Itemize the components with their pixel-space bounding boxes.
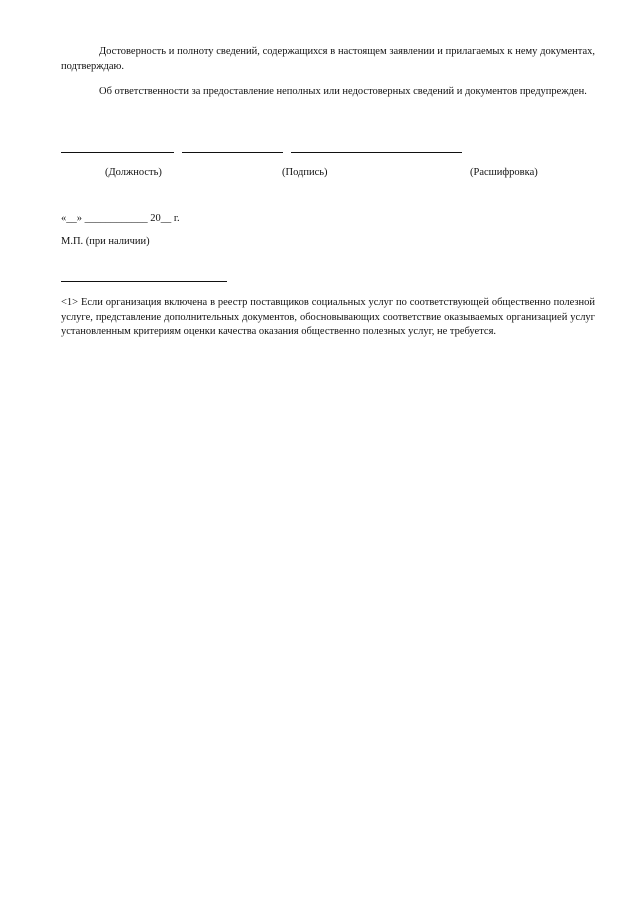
stamp-placeholder: М.П. (при наличии) <box>61 236 150 247</box>
footnote-text: <1> Если организация включена в реестр поставщиков социальных услуг по соответствующей общественно полезной услуге, представление дополнительных документов, обосновывающих соответствие оказываемых организацией услуг установленным критериям оценки качества оказания общественно полезных услуг, не требуется. <box>61 297 595 337</box>
date-line: «__» ____________ 20__ г. <box>61 213 180 224</box>
transcript-caption: (Расшифровка) <box>470 167 538 178</box>
position-caption: (Должность) <box>105 167 162 178</box>
footnote-separator <box>61 281 227 282</box>
position-blank-line <box>61 152 174 153</box>
transcript-blank-line <box>291 152 462 153</box>
accuracy-confirmation-paragraph: Достоверность и полноту сведений, содержащихся в настоящем заявлении и прилагаемых к нему документах, подтверждаю. <box>61 46 595 72</box>
signature-caption: (Подпись) <box>282 167 328 178</box>
liability-warning-paragraph: Об ответственности за предоставление неполных или недостоверных сведений и документов предупрежден. <box>99 86 587 97</box>
signature-blank-line <box>182 152 283 153</box>
